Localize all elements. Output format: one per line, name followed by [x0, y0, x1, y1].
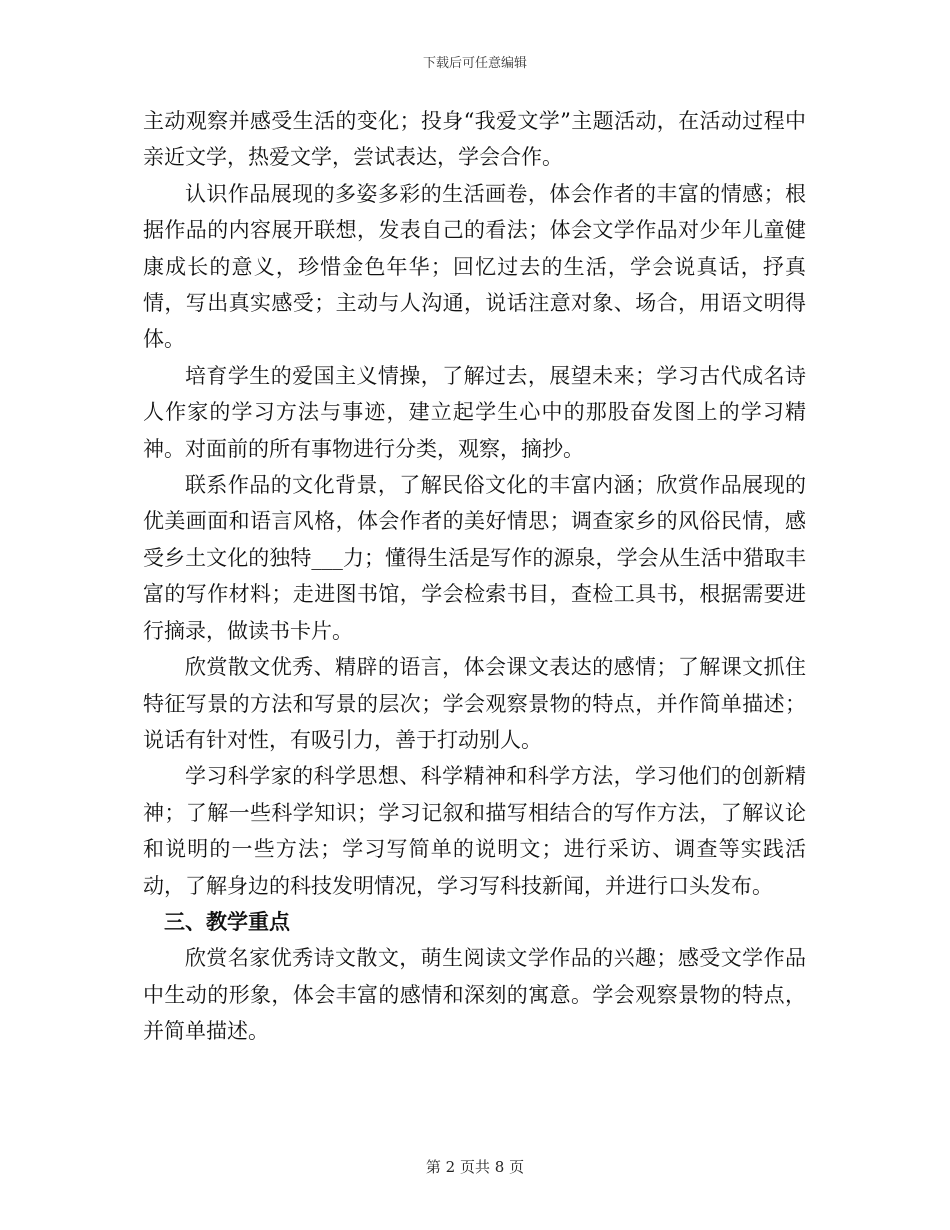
paragraph-teaching-focus: 欣赏名家优秀诗文散文，萌生阅读文学作品的兴趣；感受文学作品中生动的形象，体会丰富的感情和深刻的寓意。学会观察景物的特点，并简单描述。: [143, 946, 806, 1044]
paragraph-prose-appreciation: 欣赏散文优秀、精辟的语言，体会课文表达的感情；了解课文抓住特征写景的方法和写景的层次；学会观察景物的特点，并作简单描述；说话有针对性，有吸引力，善于打动别人。: [143, 655, 806, 752]
paragraph-patriotism: 培育学生的爱国主义情操，了解过去，展望未来；学习古代成名诗人作家的学习方法与事迹，建立起学生心中的那股奋发图上的学习精神。对面前的所有事物进行分类，观察，摘抄。: [143, 363, 806, 461]
paragraph-works-appreciation: 认识作品展现的多姿多彩的生活画卷，体会作者的丰富的情感；根据作品的内容展开联想，发表自己的看法；体会文学作品对少年儿童健康成长的意义，珍惜金色年华；回忆过去的生活，学会说真话，抒真情，写出真实感受；主动与人沟通，说话注意对象、场合，用语文明得体。: [143, 181, 806, 352]
section-heading: 三、教学重点: [164, 908, 290, 934]
paragraph-science: 学习科学家的科学思想、科学精神和科学方法，学习他们的创新精神；了解一些科学知识；学习记叙和描写相结合的写作方法，了解议论和说明的一些方法；学习写简单的说明文；进行采访、调查等实践活动，了解身边的科技发明情况，学习写科技新闻，并进行口头发布。: [143, 764, 806, 898]
document-body: [143, 103, 806, 1050]
page-header: 下载后可任意编辑: [422, 56, 527, 71]
paragraph-continuation: 主动观察并感受生活的变化；投身“我爱文学”主题活动，在活动过程中亲近文学，热爱文学，尝试表达，学会合作。: [143, 109, 806, 170]
page-footer: 第 2 页共 8 页: [425, 1158, 525, 1176]
paragraph-folk-culture: 联系作品的文化背景，了解民俗文化的丰富内涵；欣赏作品展现的优美画面和语言风格，体会作者的美好情思；调查家乡的风俗民情，感受乡土文化的独特___力；懂得生活是写作的源泉，学会从生活中猎取丰富的写作材料；走进图书馆，学会检索书目，查检工具书，根据需要进行摘录，做读书卡片。: [143, 473, 806, 643]
